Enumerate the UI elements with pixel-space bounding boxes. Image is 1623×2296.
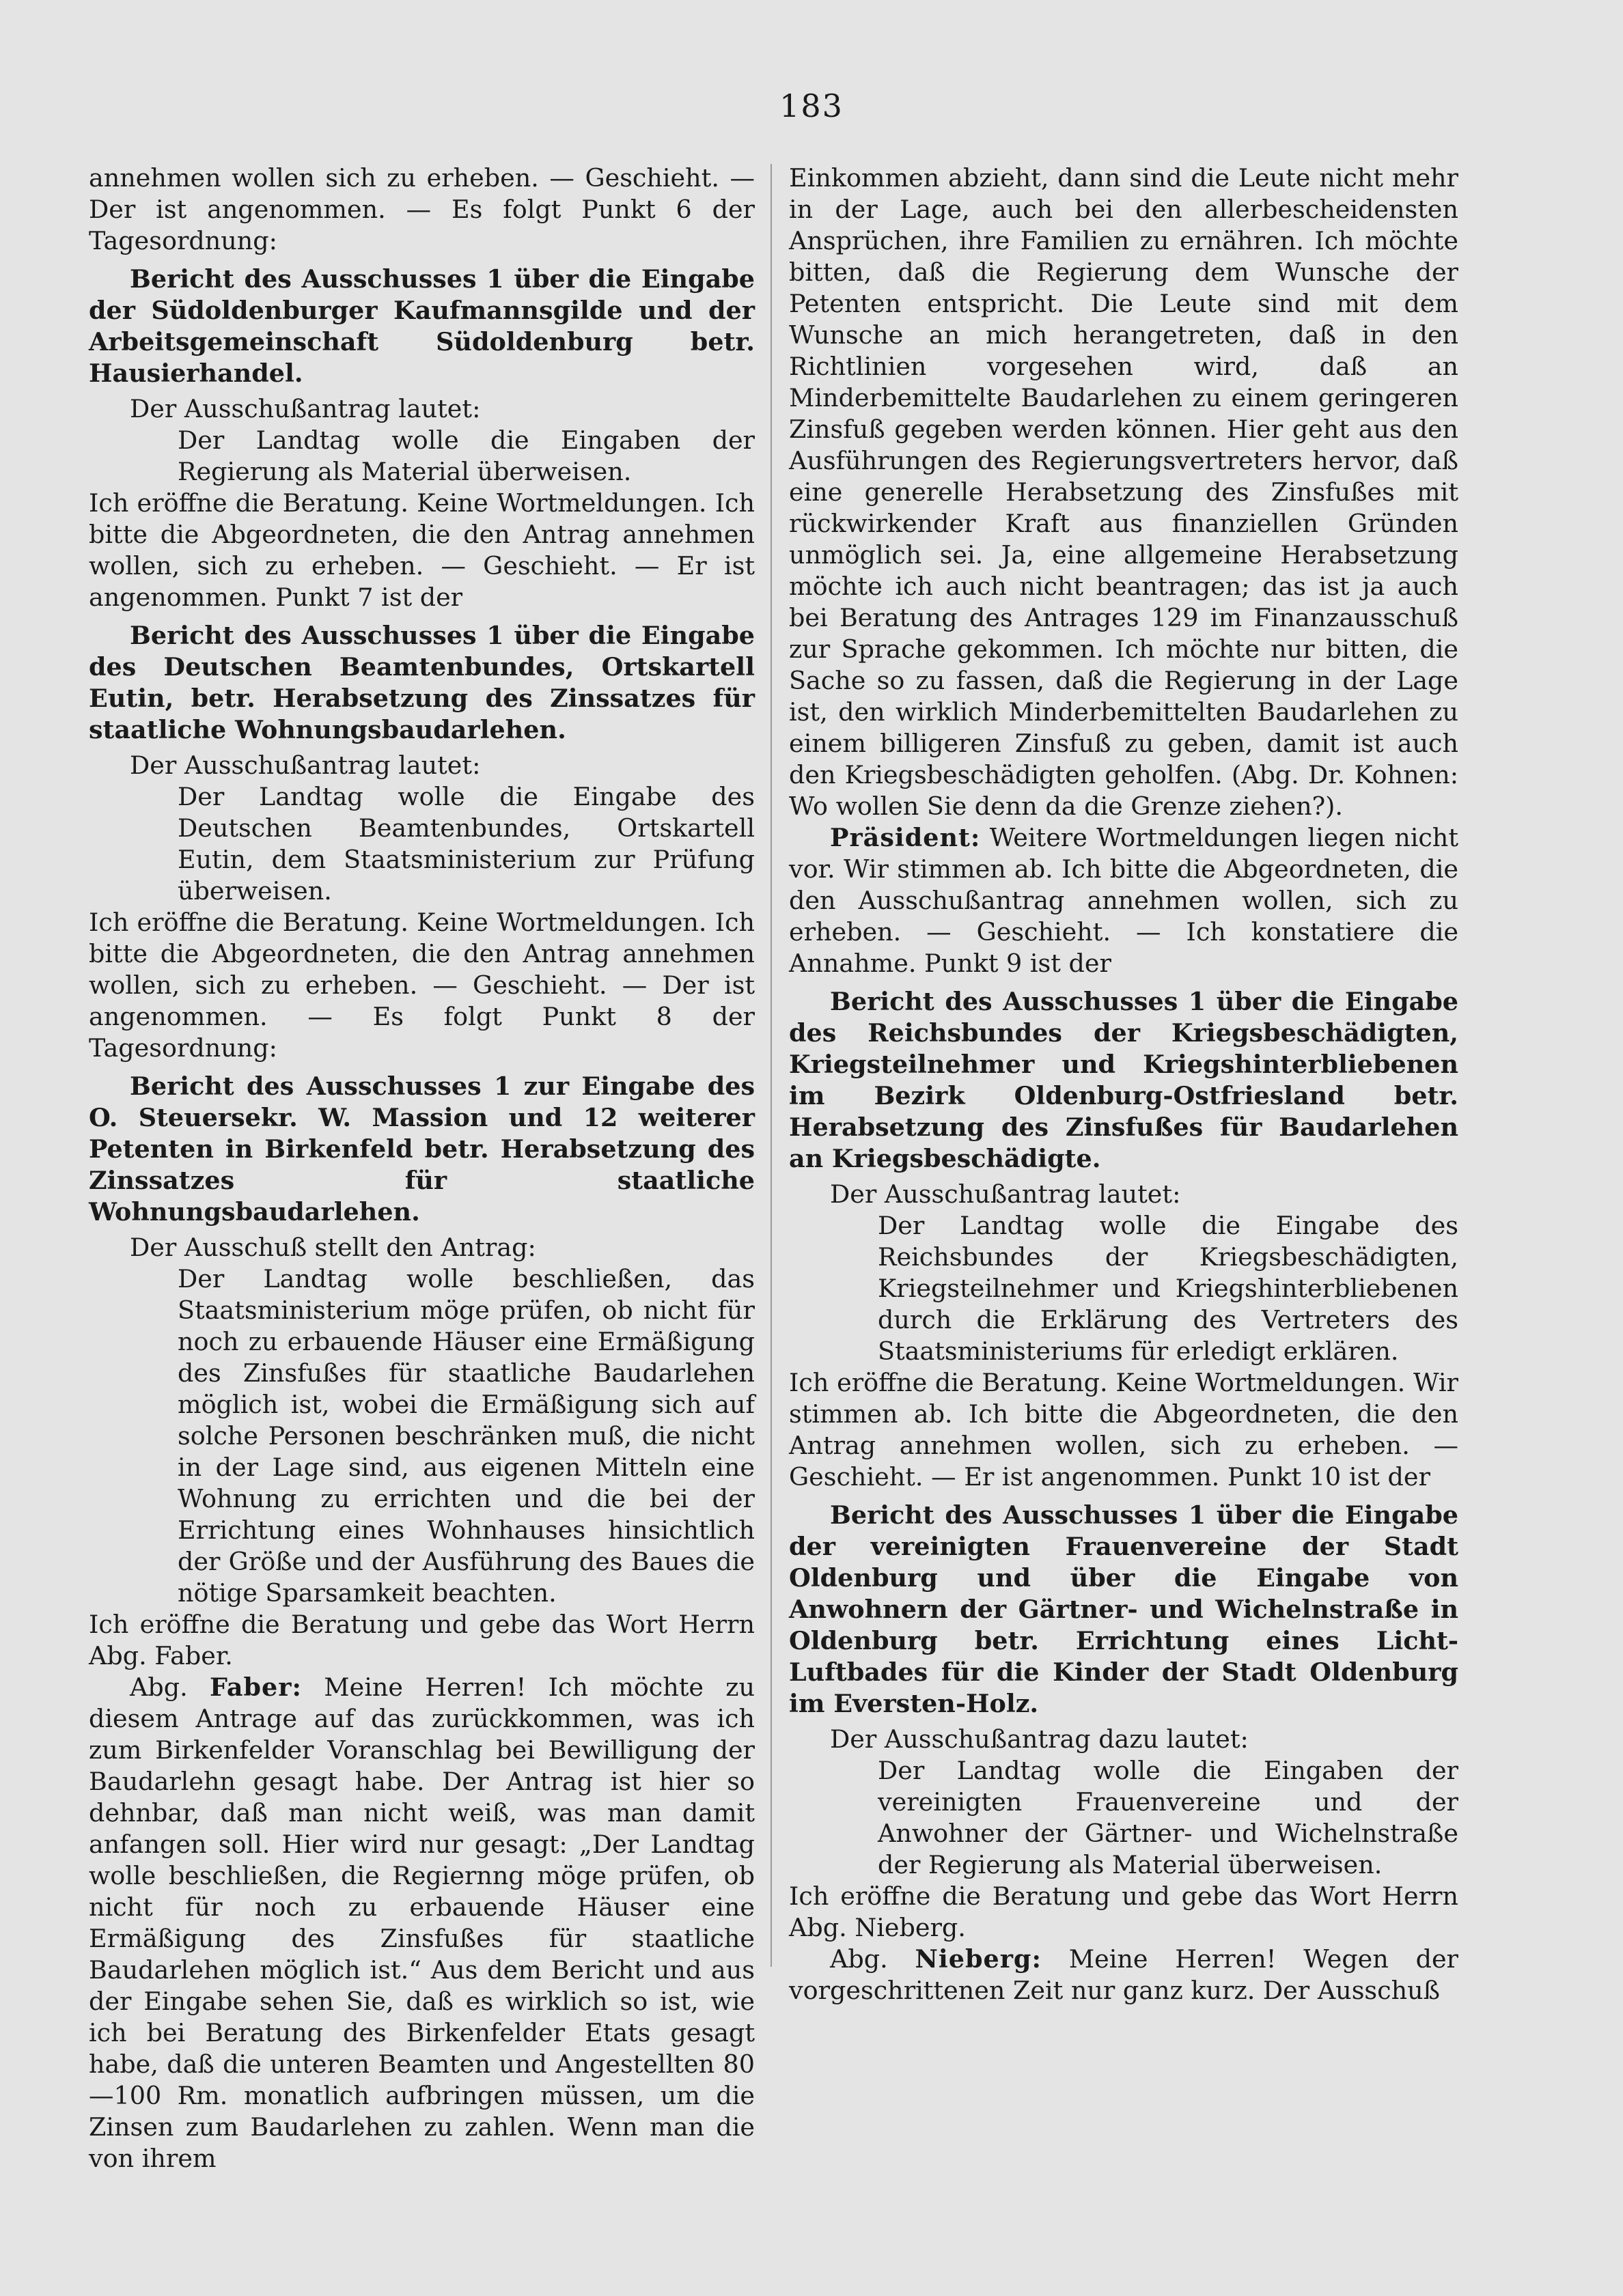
body-paragraph: Ich eröffne die Beratung. Keine Wortmeldungen. Ich bitte die Abgeordneten, die den Antrag annehmen wollen, sich zu erheben. — Geschieht. — Er ist angenommen. Punkt 7 ist der xyxy=(89,488,755,612)
body-paragraph: Der Ausschußantrag dazu lautet: xyxy=(830,1724,1249,1754)
body-paragraph: Einkommen abzieht, dann sind die Leute nicht mehr in der Lage, auch bei den allerbescheidensten Ansprüchen, ihre Familien zu ernähren. Ich möchte bitten, daß die Regierung dem Wunsche der Petenten entspricht. Die Leute sind mit dem Wunsche an mich herangetreten, daß in den Richtlinien vorgesehen wird, daß an Minderbemittelte Baudarlehen zu einem geringeren Zinsfuß gegeben werden können. Hier geht aus den Ausführungen des Regierungsvertreters hervor, daß eine generelle Herabsetzung des Zinsfußes mit rückwirkender Kraft aus finanziellen Gründen unmöglich sei. Ja, eine allgemeine Herabsetzung möchte ich auch nicht beantragen; das ist ja auch bei Beratung des Antrages 129 im Finanzausschuß zur Sprache gekommen. Ich möchte nur bitten, die Sache so zu fassen, daß die Regierung in der Lage ist, den wirklich Minderbemittelten Baudarlehen zu einem billigeren Zinsfuß zu geben, damit ist auch den Kriegsbeschädigten geholfen. (Abg. Dr. Kohnen: Wo wollen Sie denn da die Grenze ziehen?). xyxy=(789,163,1458,821)
body-paragraph: annehmen wollen sich zu erheben. — Geschieht. — Der ist angenommen. — Es folgt Punkt 6 der Tagesordnung: xyxy=(89,163,755,255)
speaker-name: Nieberg: xyxy=(915,1944,1042,1974)
body-paragraph: Ich eröffne die Beratung und gebe das Wort Herrn Abg. Nieberg. xyxy=(789,1881,1458,1942)
speaker-prefix: Abg. xyxy=(830,1944,915,1974)
agenda-item-heading: Bericht des Ausschusses 1 über die Eingabe des Reichsbundes der Kriegsbeschädigten, Kriegsteilnehmer und Kriegshinterbliebenen im Bezirk Oldenburg-Ostfriesland betr. Herabsetzung des Zinsfußes für Baudarlehen an Kriegsbeschädigte. xyxy=(789,987,1458,1173)
agenda-item-heading: Bericht des Ausschusses 1 über die Eingabe des Deutschen Beamtenbundes, Ortskartell Eutin, betr. Herabsetzung des Zinssatzes für staatliche Wohnungsbaudarlehen. xyxy=(89,621,755,744)
committee-motion-text: Der Landtag wolle beschließen, das Staatsministerium möge prüfen, ob nicht für noch zu erbauende Häuser eine Ermäßigung des Zinsfußes für staatliche Baudarlehen möglich ist, wobei die Ermäßigung sich auf solche Personen beschränken muß, die nicht in der Lage sind, aus eigenen Mitteln eine Wohnung zu errichten und die bei der Errichtung eines Wohnhauses hinsichtlich der Größe und der Ausführung des Baues die nötige Sparsamkeit beachten. xyxy=(178,1264,755,1608)
speaker-prefix: Abg. xyxy=(130,1672,210,1702)
body-paragraph: Der Ausschußantrag lautet: xyxy=(130,394,481,423)
page-number: 183 xyxy=(779,87,844,124)
column-divider xyxy=(771,164,772,1967)
committee-motion-text: Der Landtag wolle die Eingabe des Deutschen Beamtenbundes, Ortskartell Eutin, dem Staatsministerium zur Prüfung überweisen. xyxy=(178,782,755,906)
speech-paragraph xyxy=(789,1944,1458,2006)
left-column xyxy=(89,163,755,2174)
committee-motion-text: Der Landtag wolle die Eingaben der Regierung als Material überweisen. xyxy=(178,425,755,486)
speech-paragraph xyxy=(789,822,1458,979)
body-paragraph: Der Ausschußantrag lautet: xyxy=(830,1179,1181,1209)
committee-motion-text: Der Landtag wolle die Eingaben der vereinigten Frauenvereine und der Anwohner der Gärtner- und Wichelnstraße der Regierung als Material überweisen. xyxy=(878,1756,1458,1879)
right-column xyxy=(789,163,1458,2006)
committee-motion-text: Der Landtag wolle die Eingabe des Reichsbundes der Kriegsbeschädigten, Kriegsteilnehmer und Kriegshinterbliebenen durch die Erklärung des Vertreters des Staatsministeriums für erledigt erklären. xyxy=(878,1211,1458,1366)
agenda-item-heading: Bericht des Ausschusses 1 über die Eingabe der Südoldenburger Kaufmannsgilde und der Arbeitsgemeinschaft Südoldenburg betr. Hausierhandel. xyxy=(89,264,755,388)
body-paragraph: Der Ausschuß stellt den Antrag: xyxy=(130,1233,536,1262)
agenda-item-heading: Bericht des Ausschusses 1 zur Eingabe des O. Steuersekr. W. Massion und 12 weiterer Petenten in Birkenfeld betr. Herabsetzung des Zinssatzes für staatliche Wohnungsbaudarlehen. xyxy=(89,1072,755,1227)
speech-paragraph xyxy=(89,1672,755,2174)
body-paragraph: Der Ausschußantrag lautet: xyxy=(130,751,481,780)
speech-text: Meine Herren! Wegen der vorgeschrittenen Zeit nur ganz kurz. Der Ausschuß xyxy=(789,1944,1459,2005)
body-paragraph: Ich eröffne die Beratung. Keine Wortmeldungen. Wir stimmen ab. Ich bitte die Abgeordneten, die den Antrag annehmen wollen, sich zu erheben. — Geschieht. — Er ist angenommen. Punkt 10 ist der xyxy=(789,1368,1458,1492)
agenda-item-heading: Bericht des Ausschusses 1 über die Eingabe der vereinigten Frauenvereine der Stadt Oldenburg und über die Eingabe von Anwohnern der Gärtner- und Wichelnstraße in Oldenburg betr. Errichtung eines Licht-Luftbades für die Kinder der Stadt Oldenburg im Eversten-Holz. xyxy=(789,1500,1458,1718)
speech-text: Meine Herren! Ich möchte zu diesem Antrage auf das zurückkommen, was ich zum Birkenfelder Voranschlag bei Bewilligung der Baudarlehn gesagt habe. Der Antrag ist hier so dehnbar, daß man nicht weiß, was man damit anfangen soll. Hier wird nur gesagt: „Der Landtag wolle beschließen, die Regiernng möge prüfen, ob nicht für noch zu erbauende Häuser eine Ermäßigung des Zinsfußes für staatliche Baudarlehen möglich ist.“ Aus dem Bericht und aus der Eingabe sehen Sie, daß es wirklich so ist, wie ich bei Beratung des Birkenfelder Etats gesagt habe, daß die unteren Beamten und Angestellten 80—100 Rm. monatlich aufbringen müssen, um die Zinsen zum Baudarlehen zu zahlen. Wenn man die von ihrem xyxy=(89,1672,755,2173)
body-paragraph: Ich eröffne die Beratung und gebe das Wort Herrn Abg. Faber. xyxy=(89,1610,755,1670)
speech-text: Weitere Wortmeldungen liegen nicht vor. Wir stimmen ab. Ich bitte die Abgeordneten, die den Ausschußantrag annehmen wollen, sich zu erheben. — Geschieht. — Ich konstatiere die Annahme. Punkt 9 ist der xyxy=(789,823,1458,978)
speaker-name: Präsident: xyxy=(830,823,981,852)
speaker-name: Faber: xyxy=(209,1672,302,1702)
body-paragraph: Ich eröffne die Beratung. Keine Wortmeldungen. Ich bitte die Abgeordneten, die den Antrag annehmen wollen, sich zu erheben. — Geschieht. — Der ist angenommen. — Es folgt Punkt 8 der Tagesordnung: xyxy=(89,908,755,1063)
